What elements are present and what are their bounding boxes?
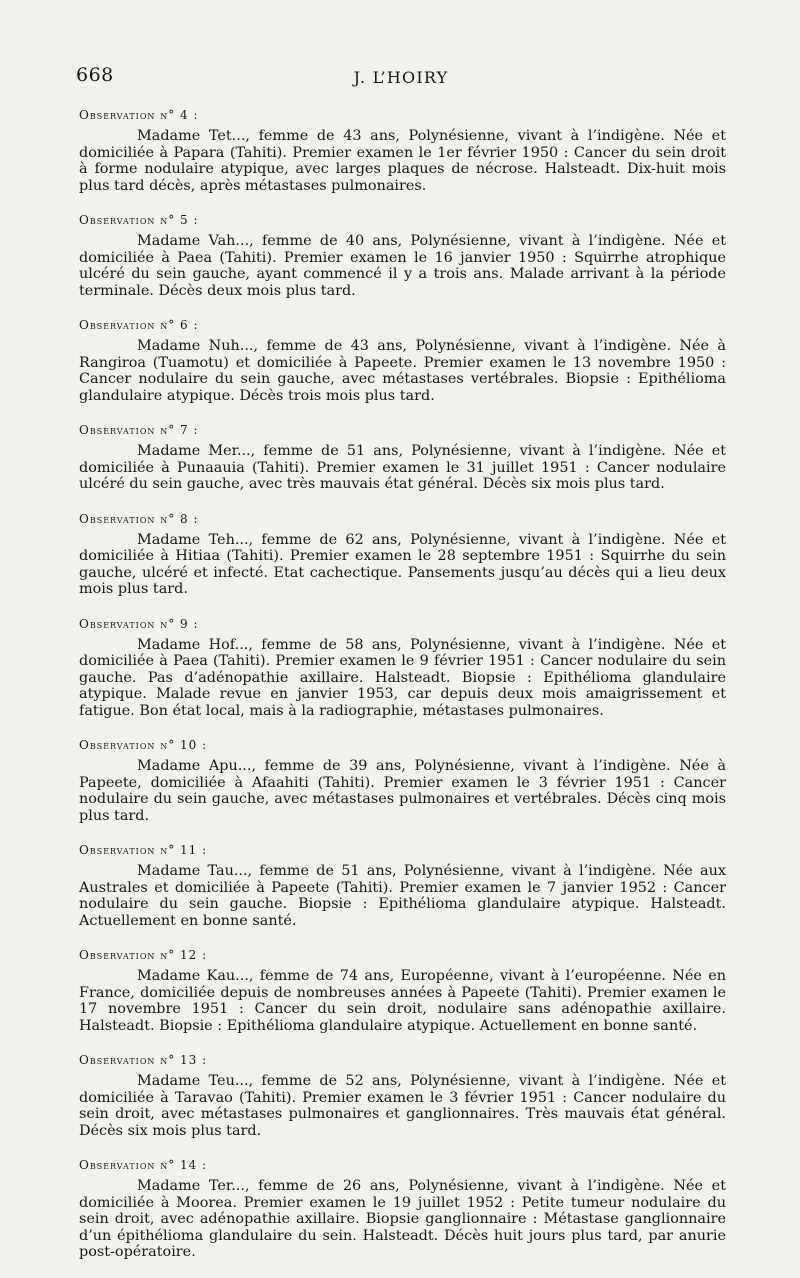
observation-text: Madame Nuh..., femme de 43 ans, Polynésienne, vivant à l’indigène. Née à Rangiroa (Tuamotu) et domiciliée à Papeete. Premier examen le 13 novembre 1950 : Cancer nodulaire du sein gauche, avec métastases vertébrales. Biopsie : Epithélioma glandulaire atypique. Décès trois mois plus tard.	[79, 338, 726, 404]
observation-text: Madame Ter..., femme de 26 ans, Polynésienne, vivant à l’indigène. Née et domiciliée à Moorea. Premier examen le 19 juillet 1952 : Petite tumeur nodulaire du sein droit, avec adénopathie axillaire. Biopsie ganglionnaire : Métastase ganglionnaire d’un épithélioma glandulaire du sein. Halsteadt. Décès huit jours plus tard, par anurie post-opératoire.	[79, 1178, 726, 1260]
observation-title: Observation n° 11 :	[79, 843, 208, 857]
observation-title: Observation n° 8 :	[79, 511, 199, 526]
observation-4	[79, 106, 726, 194]
observation-8	[79, 510, 726, 598]
observation-text: Madame Teu..., femme de 52 ans, Polynésienne, vivant à l’indigène. Née et domiciliée à Taravao (Tahiti). Premier examen le 3 février 1951 : Cancer nodulaire du sein droit, avec métastases pulmonaires et ganglionnaires. Très mauvais état général. Décès six mois plus tard.	[79, 1073, 726, 1139]
observation-text: Madame Vah..., femme de 40 ans, Polynésienne, vivant à l’indigène. Née et domiciliée à Paea (Tahiti). Premier examen le 16 janvier 1950 : Squirrhe atrophique ulcéré du sein gauche, ayant commencé il y a trois ans. Malade arrivant à la période terminale. Décès deux mois plus tard.	[79, 233, 726, 299]
observation-title: Observation n° 13 :	[79, 1053, 208, 1067]
observations-list	[79, 106, 726, 1278]
running-head: J. L’HOIRY	[353, 68, 449, 87]
observation-text: Madame Teh..., femme de 62 ans, Polynésienne, vivant à l’indigène. Née et domiciliée à Hitiaa (Tahiti). Premier examen le 28 septembre 1951 : Squirrhe du sein gauche, ulcéré et infecté. Etat cachectique. Pansements jusqu’au décès qui a lieu deux mois plus tard.	[79, 531, 726, 597]
observation-title: Observation n° 4 :	[79, 108, 199, 122]
observation-6	[79, 316, 726, 404]
observation-7	[79, 421, 726, 493]
page-header	[76, 64, 726, 94]
observation-title: Observation n° 5 :	[79, 213, 199, 227]
observation-9	[79, 615, 726, 720]
observation-5	[79, 211, 726, 299]
observation-title: Observation n° 7 :	[79, 423, 199, 437]
observation-11	[79, 841, 726, 929]
observation-13	[79, 1051, 726, 1139]
observation-title: Observation n° 10 :	[79, 738, 208, 752]
observation-text: Madame Hof..., femme de 58 ans, Polynésienne, vivant à l’indigène. Née et domiciliée à Paea (Tahiti). Premier examen le 9 février 1951 : Cancer nodulaire du sein gauche. Pas d’adénopathie axillaire. Halsteadt. Biopsie : Epithélioma glandulaire atypique. Malade revue en janvier 1953, car depuis deux mois amaigrissement et fatigue. Bon état local, mais à la radiographie, métastases pulmonaires.	[79, 636, 726, 719]
observation-title: Observation n° 12 :	[79, 948, 208, 962]
observation-10	[79, 736, 726, 824]
observation-text: Madame Tet..., femme de 43 ans, Polynésienne, vivant à l’indigène. Née et domiciliée à Papara (Tahiti). Premier examen le 1er février 1950 : Cancer du sein droit à forme nodulaire atypique, avec larges plaques de nécrose. Halsteadt. Dix-huit mois plus tard décès, après métastases pulmonaires.	[79, 128, 726, 194]
observation-title: Observation n° 6 :	[79, 318, 199, 332]
observation-text: Madame Apu..., femme de 39 ans, Polynésienne, vivant à l’indigène. Née à Papeete, domiciliée à Afaahiti (Tahiti). Premier examen le 3 février 1951 : Cancer nodulaire du sein gauche, avec métastases pulmonaires et vertébrales. Décès cinq mois plus tard.	[79, 758, 726, 824]
observation-text: Madame Tau..., femme de 51 ans, Polynésienne, vivant à l’indigène. Née aux Australes et domiciliée à Papeete (Tahiti). Premier examen le 7 janvier 1952 : Cancer nodulaire du sein gauche. Biopsie : Epithélioma glandulaire atypique. Halsteadt. Actuellement en bonne santé.	[79, 863, 726, 929]
observation-text: Madame Kau..., femme de 74 ans, Européenne, vivant à l’européenne. Née en France, domiciliée depuis de nombreuses années à Papeete (Tahiti). Premier examen le 17 novembre 1951 : Cancer du sein droit, nodulaire sans adénopathie axillaire. Halsteadt. Biopsie : Epithélioma glandulaire atypique. Actuellement en bonne santé.	[79, 968, 726, 1034]
observation-12	[79, 946, 726, 1034]
page-number: 668	[76, 64, 114, 86]
observation-title: Observation n° 9 :	[79, 616, 199, 631]
observation-text: Madame Mer..., femme de 51 ans, Polynésienne, vivant à l’indigène. Née et domiciliée à Punaauia (Tahiti). Premier examen le 31 juillet 1951 : Cancer nodulaire ulcéré du sein gauche, avec très mauvais état général. Décès six mois plus tard.	[79, 443, 726, 492]
observation-14	[79, 1156, 726, 1261]
observation-title: Observation n° 14 :	[79, 1158, 208, 1172]
